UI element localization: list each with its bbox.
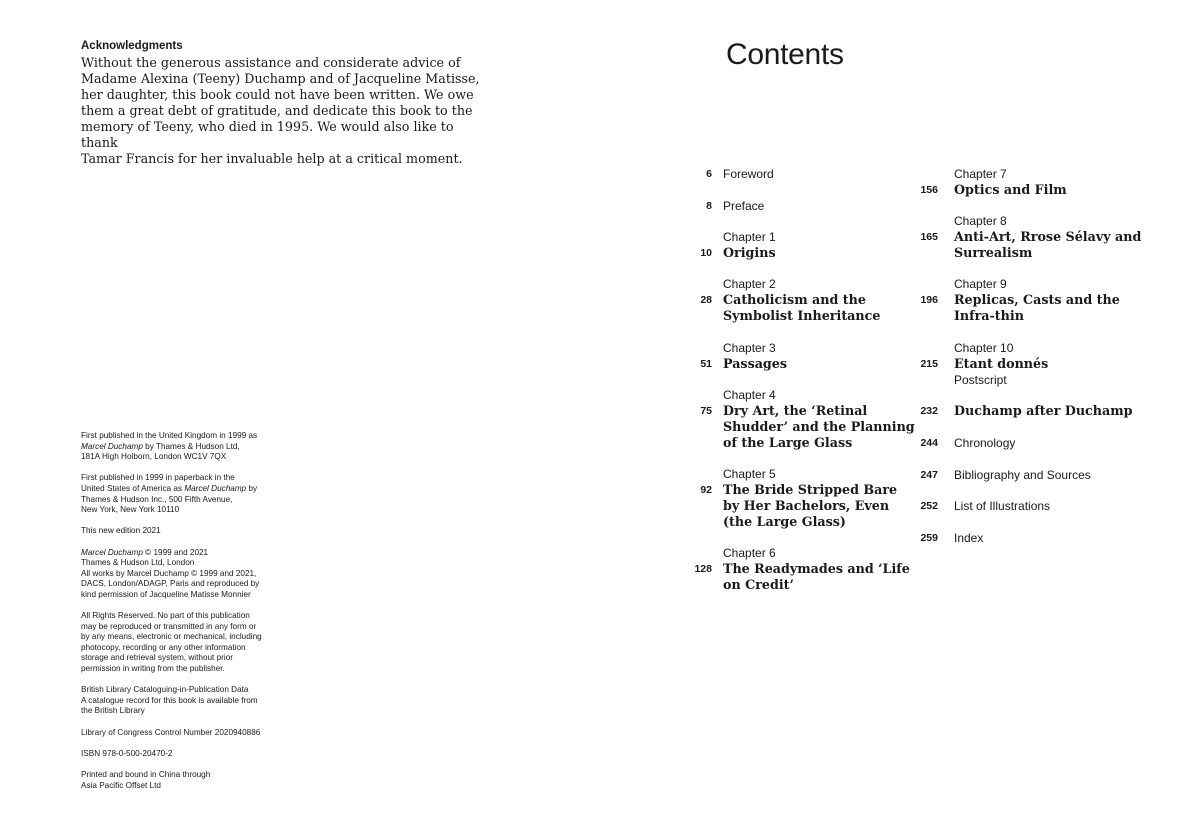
toc-chapter-label: Chapter 10 xyxy=(954,341,1014,355)
colophon-line: First published in 1999 in paperback in the xyxy=(81,473,235,483)
toc-title: The Bride Stripped Bare xyxy=(723,482,898,497)
toc-title: Foreword xyxy=(723,167,774,181)
colophon-line: Asia Pacific Offset Ltd xyxy=(81,780,161,790)
colophon-isbn: ISBN 978-0-500-20470-2 xyxy=(81,748,173,758)
toc-subtitle: Postscript xyxy=(954,373,1007,387)
toc-title: Origins xyxy=(723,245,776,260)
toc-title: Duchamp after Duchamp xyxy=(954,403,1133,418)
colophon-line: photocopy, recording or any other information xyxy=(81,642,246,652)
acknowledgments-line: her daughter, this book could not have been written. We owe xyxy=(81,87,474,102)
toc-title: Symbolist Inheritance xyxy=(723,308,881,323)
toc-chapter-label: Chapter 9 xyxy=(954,277,1007,291)
colophon-line: First published in the United Kingdom in 1999 as xyxy=(81,431,258,440)
toc-page-number: 247 xyxy=(920,469,938,481)
acknowledgments-line: Madame Alexina (Teeny) Duchamp and of Jacqueline Matisse, xyxy=(81,71,480,86)
colophon-line: storage and retrieval system, without prior xyxy=(81,653,233,663)
toc-title: by Her Bachelors, Even xyxy=(723,498,890,513)
colophon-us-publication xyxy=(81,473,296,515)
colophon-line: All Rights Reserved. No part of this publication xyxy=(81,611,250,621)
toc-page-number: 244 xyxy=(920,437,938,449)
colophon-line: may be reproduced or transmitted in any form or xyxy=(81,621,257,631)
book-title-italic: Marcel Duchamp xyxy=(81,441,143,451)
colophon-line: British Library Cataloguing-in-Publication Data xyxy=(81,685,249,695)
colophon-line: Printed and bound in China through xyxy=(81,770,211,779)
colophon-edition: This new edition 2021 xyxy=(81,526,161,536)
toc-title: on Credit’ xyxy=(723,577,794,592)
acknowledgments-heading: Acknowledgments xyxy=(81,40,183,52)
toc-title: Passages xyxy=(723,356,788,371)
colophon-line: Thames & Hudson Ltd, London xyxy=(81,558,195,568)
toc-chapter-label: Chapter 3 xyxy=(723,341,776,355)
toc-title: Catholicism and the xyxy=(723,292,866,307)
toc-chapter-label: Chapter 2 xyxy=(723,277,776,291)
colophon-line: DACS, London/ADAGP, Paris and reproduced by xyxy=(81,579,260,589)
colophon xyxy=(81,431,296,802)
toc-page-number: 8 xyxy=(706,200,712,212)
acknowledgments-line: Tamar Francis for her invaluable help at a critical moment. xyxy=(81,151,463,166)
colophon-copyright xyxy=(81,548,296,601)
toc-title: The Readymades and ‘Life xyxy=(723,561,910,576)
toc-page-number: 252 xyxy=(920,500,938,512)
colophon-line: United States of America as xyxy=(81,483,185,493)
toc-page-number: 215 xyxy=(920,358,938,370)
colophon-line: © 1999 and 2021 xyxy=(142,547,209,557)
toc-title: of the Large Glass xyxy=(723,435,853,450)
toc-chapter-label: Chapter 8 xyxy=(954,214,1007,228)
toc-title: Etant donnés xyxy=(954,356,1049,371)
toc-chapter-label: Chapter 7 xyxy=(954,167,1007,181)
toc-chapter-label: Chapter 6 xyxy=(723,546,776,560)
toc-chapter-label: Chapter 5 xyxy=(723,467,776,481)
toc-title: (the Large Glass) xyxy=(723,514,846,529)
toc-page-number: 232 xyxy=(920,405,938,417)
colophon-line: New York, New York 10110 xyxy=(81,505,180,515)
toc-chapter-label: Chapter 4 xyxy=(723,388,776,402)
colophon-line: A catalogue record for this book is available from xyxy=(81,695,258,705)
colophon-line: by any means, electronic or mechanical, including xyxy=(81,632,262,642)
toc-title: Shudder’ and the Planning xyxy=(723,419,915,434)
toc-page-number: 128 xyxy=(694,563,712,575)
colophon-line: All works by Marcel Duchamp © 1999 and 2021, xyxy=(81,568,257,578)
toc-title: Anti-Art, Rrose Sélavy and xyxy=(954,229,1142,244)
toc-title: Replicas, Casts and the xyxy=(954,292,1120,307)
toc-page-number: 75 xyxy=(700,405,712,417)
colophon-printed xyxy=(81,770,296,791)
toc-title: Dry Art, the ‘Retinal xyxy=(723,403,868,418)
colophon-loc: Library of Congress Control Number 2020940886 xyxy=(81,727,261,737)
toc-page-number: 156 xyxy=(920,184,938,196)
toc-page-number: 196 xyxy=(920,294,938,306)
toc-title: Optics and Film xyxy=(954,182,1067,197)
toc-page-number: 6 xyxy=(706,168,712,180)
toc-title: List of Illustrations xyxy=(954,499,1051,513)
toc-title: Preface xyxy=(723,199,765,213)
toc-title: Surrealism xyxy=(954,245,1033,260)
toc-title: Chronology xyxy=(954,436,1016,450)
toc-page-number: 28 xyxy=(700,294,712,306)
toc-title: Infra-thin xyxy=(954,308,1024,323)
book-title-italic: Marcel Duchamp xyxy=(81,547,143,557)
book-title-italic: Marcel Duchamp xyxy=(184,483,247,493)
colophon-line: by Thames & Hudson Ltd, xyxy=(142,441,240,451)
toc-page-number: 92 xyxy=(700,484,712,496)
acknowledgments-line: Without the generous assistance and considerate advice of xyxy=(81,55,461,70)
acknowledgments-line: memory of Teeny, who died in 1995. We would also like to thank xyxy=(81,119,454,150)
colophon-line: 181A High Holborn, London WC1V 7QX xyxy=(81,452,227,462)
contents-title: Contents xyxy=(726,38,844,71)
toc-page-number: 51 xyxy=(700,358,712,370)
toc-page-number: 165 xyxy=(920,231,938,243)
toc-title: Index xyxy=(954,531,984,545)
toc-page-number: 259 xyxy=(920,532,938,544)
acknowledgments-text xyxy=(81,55,481,167)
colophon-line: permission in writing from the publisher. xyxy=(81,664,225,674)
colophon-line: kind permission of Jacqueline Matisse Monnier xyxy=(81,589,251,599)
colophon-cip xyxy=(81,685,296,717)
colophon-line: Thames & Hudson Inc., 500 Fifth Avenue, xyxy=(81,494,233,504)
toc-page-number: 10 xyxy=(700,247,712,259)
colophon-line: by xyxy=(246,483,258,493)
colophon-rights xyxy=(81,611,296,675)
colophon-uk-publication xyxy=(81,431,296,463)
acknowledgments-line: them a great debt of gratitude, and dedicate this book to the xyxy=(81,103,473,118)
colophon-line: the British Library xyxy=(81,706,145,716)
toc-chapter-label: Chapter 1 xyxy=(723,230,776,244)
toc-title: Bibliography and Sources xyxy=(954,468,1091,482)
